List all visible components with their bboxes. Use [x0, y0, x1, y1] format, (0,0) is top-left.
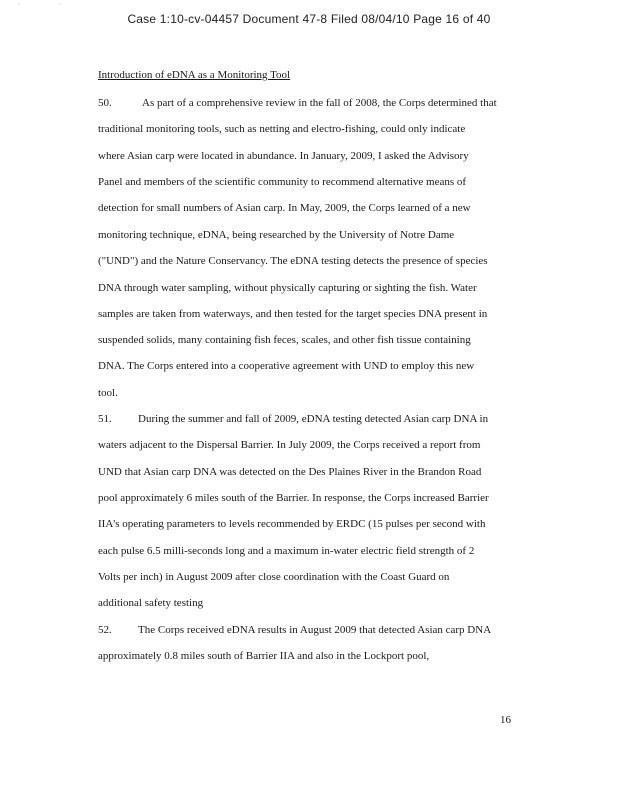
paragraph-number: 52.: [98, 624, 112, 636]
paragraph-50-line-7: ("UND") and the Nature Conservancy. The eDNA testing detects the presence of species: [98, 255, 488, 267]
case-header: Case 1:10-cv-04457 Document 47-8 Filed 08/04/10 Page 16 of 40: [127, 12, 491, 26]
page-number: 16: [500, 714, 511, 726]
paragraph-50-line-5: detection for small numbers of Asian carp. In May, 2009, the Corps learned of a new: [98, 202, 471, 214]
paragraph-50-line-10: suspended solids, many containing fish feces, scales, and other fish tissue containing: [98, 334, 471, 346]
paragraph-50-line-8: DNA through water sampling, without physically capturing or sighting the fish. Water: [98, 282, 477, 294]
paragraph-text: The Corps received eDNA results in August 2009 that detected Asian carp DNA: [138, 624, 492, 636]
paragraph-51-line-2: waters adjacent to the Dispersal Barrier. In July 2009, the Corps received a report from: [98, 439, 481, 451]
paragraph-number: 50.: [98, 97, 112, 109]
paragraph-51-line-4: pool approximately 6 miles south of the Barrier. In response, the Corps increased Barrier: [98, 492, 489, 504]
paragraph-50-line-3: where Asian carp were located in abundance. In January, 2009, I asked the Advisory: [98, 150, 469, 162]
paragraph-50-line-12: tool.: [98, 387, 118, 399]
paragraph-51-line-3: UND that Asian carp DNA was detected on the Des Plaines River in the Brandon Road: [98, 466, 482, 478]
paragraph-51-line-8: additional safety testing: [98, 597, 204, 609]
paragraph-51-line-7: Volts per inch) in August 2009 after close coordination with the Coast Guard on: [98, 571, 450, 583]
paragraph-52-line-2: approximately 0.8 miles south of Barrier IIA and also in the Lockport pool,: [98, 650, 430, 662]
paragraph-51-line-1: [98, 413, 488, 426]
paragraph-50-line-11: DNA. The Corps entered into a cooperative agreement with UND to employ this new: [98, 360, 475, 372]
paragraph-50-line-2: traditional monitoring tools, such as netting and electro-fishing, could only indicate: [98, 123, 466, 135]
paragraph-52-line-1: [98, 624, 491, 637]
paragraph-50-line-4: Panel and members of the scientific community to recommend alternative means of: [98, 176, 467, 188]
paragraph-text: During the summer and fall of 2009, eDNA testing detected Asian carp DNA in: [138, 413, 489, 425]
paragraph-number: 51.: [98, 413, 112, 425]
paragraph-50-line-9: samples are taken from waterways, and then tested for the target species DNA present in: [98, 308, 488, 320]
paragraph-51-line-5: IIA's operating parameters to levels recommended by ERDC (15 pulses per second with: [98, 518, 486, 530]
paragraph-text: As part of a comprehensive review in the fall of 2008, the Corps determined that: [142, 97, 497, 109]
scan-specks: · ·: [18, 2, 61, 8]
section-heading: Introduction of eDNA as a Monitoring Tool: [98, 69, 291, 81]
paragraph-50-line-6: monitoring technique, eDNA, being researched by the University of Notre Dame: [98, 229, 455, 241]
paragraph-51-line-6: each pulse 6.5 milli-seconds long and a maximum in-water electric field strength of 2: [98, 545, 475, 557]
paragraph-50-line-1: [98, 97, 497, 110]
